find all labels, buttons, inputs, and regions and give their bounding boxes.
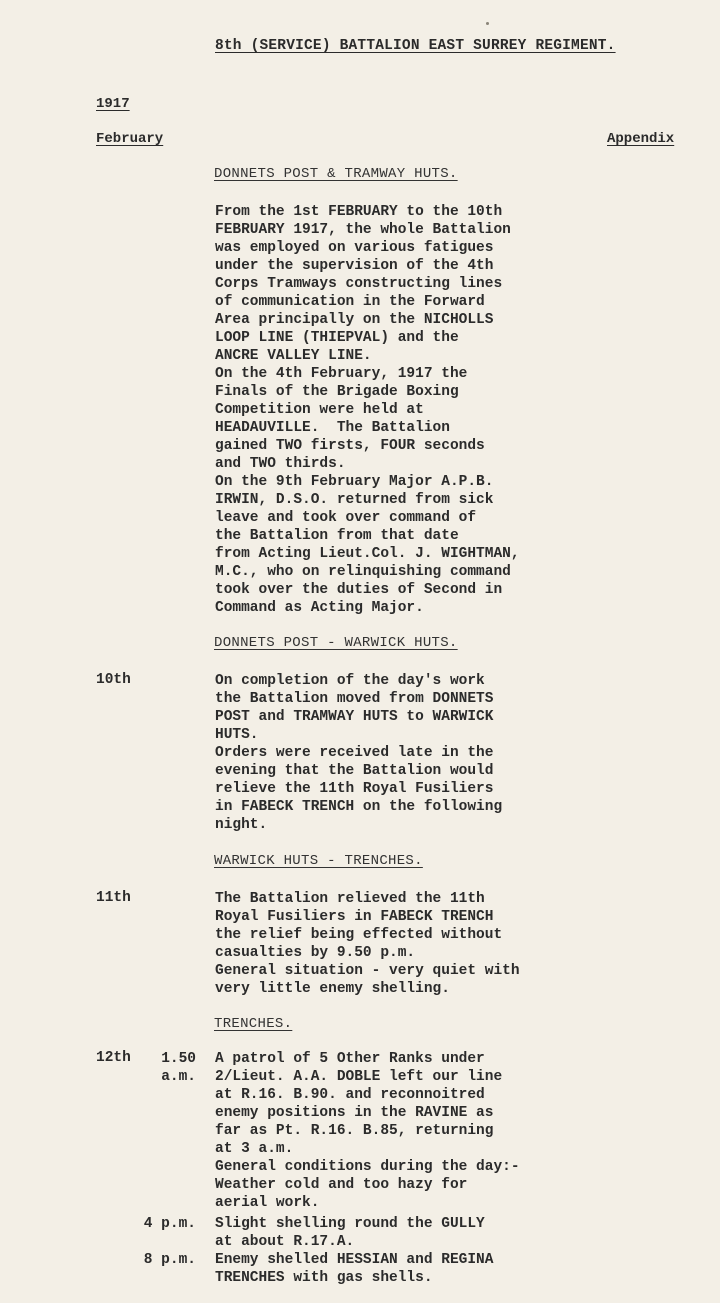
entry-text: A patrol of 5 Other Ranks under 2/Lieut. A.A. DOBLE left our line at R.16. B.90. and reconnoitred enemy positions in the RAVINE as far as Pt. R.16. B.85, returning at 3 a.m. General conditions during the day:- Weather cold and too hazy for aerial work. (215, 1051, 520, 1211)
entry-date: 11th (96, 890, 131, 906)
year-label: 1917 (96, 96, 130, 112)
entry-text: The Battalion relieved the 11th Royal Fusiliers in FABECK TRENCH the relief being effected without casualties by 9.50 p.m. General situation - very quiet with very little enemy shelling. (215, 891, 520, 997)
section-heading: DONNETS POST - WARWICK HUTS. (214, 635, 458, 651)
entry-time: 4 p.m. (143, 1216, 196, 1232)
entry-text: On completion of the day's work the Battalion moved from DONNETS POST and TRAMWAY HUTS to WARWICK HUTS. Orders were received late in the evening that the Battalion would relieve the 11th Royal Fusiliers in FABECK TRENCH on the following night. (215, 673, 503, 833)
entry-text: Slight shelling round the GULLY at about R.17.A. (215, 1216, 485, 1250)
punch-mark (486, 22, 489, 25)
month-label: February (96, 131, 164, 147)
section-heading: DONNETS POST & TRAMWAY HUTS. (214, 166, 458, 182)
section-heading: TRENCHES. (214, 1016, 293, 1032)
entry-text: Enemy shelled HESSIAN and REGINA TRENCHES with gas shells. (215, 1252, 494, 1286)
entry-text: From the 1st FEBRUARY to the 10th FEBRUARY 1917, the whole Battalion was employed on various fatigues under the supervision of the 4th Corps Tramways constructing lines of communication in the Forward Area principally on the NICHOLLS LOOP LINE (THIEPVAL) and the ANCRE VALLEY LINE. On the 4th February, 1917 the Finals of the Brigade Boxing Competition were held at HEADAUVILLE. The Battalion gained TWO firsts, FOUR seconds and TWO thirds. On the 9th February Major A.P.B. IRWIN, D.S.O. returned from sick leave and took over command of the Battalion from that date from Acting Lieut.Col. J. WIGHTMAN, M.C., who on relinquishing command took over the duties of Second in Command as Acting Major. (215, 204, 520, 616)
section-heading: WARWICK HUTS - TRENCHES. (214, 853, 423, 869)
document-title: 8th (SERVICE) BATTALION EAST SURREY REGIMENT. (215, 38, 616, 54)
entry-time: 1.50 a.m. (161, 1051, 196, 1085)
appendix-label: Appendix (607, 131, 675, 147)
entry-date: 12th (96, 1050, 131, 1066)
entry-time: 8 p.m. (143, 1252, 196, 1268)
entry-date: 10th (96, 672, 131, 688)
